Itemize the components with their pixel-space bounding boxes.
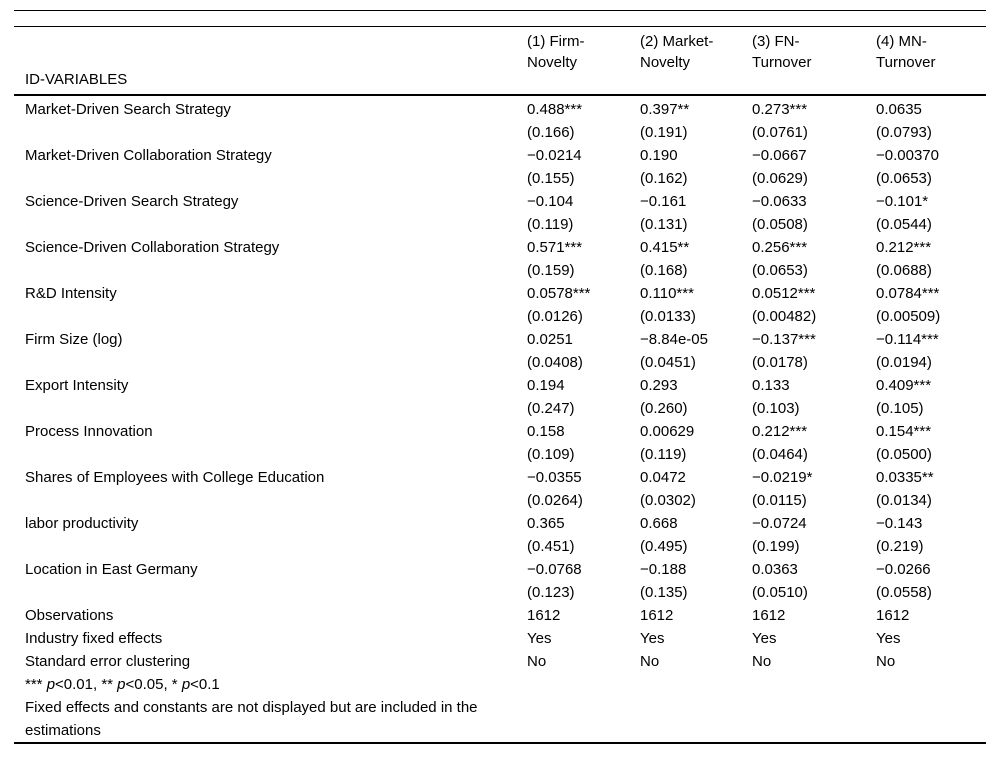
column-header-1 xyxy=(527,30,640,94)
id-variables-cell xyxy=(14,30,527,94)
stats-section xyxy=(14,604,986,673)
variable-se-row xyxy=(14,213,986,236)
variable-label: Market-Driven Collaboration Strategy xyxy=(25,147,272,164)
stat-value: No xyxy=(527,653,547,670)
variable-coef-row xyxy=(14,512,986,535)
coefficient-cell: 0.365 xyxy=(527,515,565,532)
regression-table xyxy=(14,10,986,744)
coefficient-cell: 0.110*** xyxy=(640,285,694,302)
variable-label: labor productivity xyxy=(25,515,139,532)
stderr-cell: (0.0688) xyxy=(876,262,932,279)
stderr-cell: (0.0653) xyxy=(752,262,808,279)
stderr-cell: (0.451) xyxy=(527,538,575,555)
variable-coef-row xyxy=(14,190,986,213)
coefficient-cell: 0.488*** xyxy=(527,101,583,118)
stderr-cell: (0.135) xyxy=(640,584,688,601)
stderr-cell: (0.0558) xyxy=(876,584,932,601)
sig-note-part: <0.05, * xyxy=(125,676,182,693)
stderr-cell: (0.199) xyxy=(752,538,800,555)
stderr-cell: (0.0793) xyxy=(876,124,932,141)
coefficient-cell: 0.415** xyxy=(640,239,690,256)
variable-se-row xyxy=(14,121,986,144)
coefficient-cell: −0.188 xyxy=(640,561,687,578)
column-header-line: (2) Market- xyxy=(640,33,714,50)
column-header-line: Turnover xyxy=(876,54,936,71)
stderr-cell: (0.00482) xyxy=(752,308,817,325)
variable-coef-row xyxy=(14,236,986,259)
stat-label: Observations xyxy=(25,607,114,624)
variable-se-row xyxy=(14,305,986,328)
stat-value: Yes xyxy=(527,630,552,647)
stderr-cell: (0.0653) xyxy=(876,170,932,187)
coefficient-cell: −0.0355 xyxy=(527,469,582,486)
variable-se-row xyxy=(14,581,986,604)
variable-label: R&D Intensity xyxy=(25,285,117,302)
coefficient-cell: 0.0578*** xyxy=(527,285,591,302)
stderr-cell: (0.131) xyxy=(640,216,688,233)
sig-note-p: p xyxy=(181,676,191,693)
column-header-line: (4) MN- xyxy=(876,33,927,50)
id-variables-label: ID-VARIABLES xyxy=(25,71,128,88)
stderr-cell: (0.0126) xyxy=(527,308,583,325)
coefficient-cell: −0.0724 xyxy=(752,515,807,532)
coefficient-cell: −0.0219* xyxy=(752,469,813,486)
coefficient-cell: 0.0335** xyxy=(876,469,934,486)
variable-label-empty xyxy=(14,351,527,374)
column-header-line: Novelty xyxy=(640,54,691,71)
column-header-3 xyxy=(752,30,876,94)
variable-label: Science-Driven Collaboration Strategy xyxy=(25,239,280,256)
variable-coef-row xyxy=(14,98,986,121)
coefficient-cell: 0.0363 xyxy=(752,561,798,578)
stderr-cell: (0.495) xyxy=(640,538,688,555)
stat-value: Yes xyxy=(752,630,777,647)
stderr-cell: (0.00509) xyxy=(876,308,941,325)
stderr-cell: (0.109) xyxy=(527,446,575,463)
variable-label-empty xyxy=(14,305,527,328)
variable-label: Firm Size (log) xyxy=(25,331,123,348)
variable-se-row xyxy=(14,443,986,466)
stderr-cell: (0.159) xyxy=(527,262,575,279)
header-gap xyxy=(14,11,986,26)
coefficient-cell: 0.397** xyxy=(640,101,690,118)
column-header-line: (1) Firm- xyxy=(527,33,585,50)
sig-note-part: <0.1 xyxy=(190,676,220,693)
coefficient-cell: −0.0633 xyxy=(752,193,807,210)
stderr-cell: (0.162) xyxy=(640,170,688,187)
coefficient-cell: 0.158 xyxy=(527,423,565,440)
column-header-line: (3) FN- xyxy=(752,33,800,50)
coefficient-cell: 0.0784*** xyxy=(876,285,940,302)
variable-coef-row xyxy=(14,144,986,167)
variable-label-empty xyxy=(14,397,527,420)
stderr-cell: (0.0194) xyxy=(876,354,932,371)
stat-value: 1612 xyxy=(876,607,910,624)
coefficient-cell: 0.668 xyxy=(640,515,678,532)
stderr-cell: (0.119) xyxy=(640,446,687,463)
coefficient-cell: 0.190 xyxy=(640,147,678,164)
variable-label: Process Innovation xyxy=(25,423,153,440)
bottom-rule xyxy=(14,742,986,744)
stat-label: Industry fixed effects xyxy=(25,630,163,647)
coefficient-cell: 0.293 xyxy=(640,377,678,394)
variable-label: Science-Driven Search Strategy xyxy=(25,193,239,210)
stderr-cell: (0.0510) xyxy=(752,584,808,601)
stat-value: No xyxy=(752,653,772,670)
stderr-cell: (0.0629) xyxy=(752,170,808,187)
variable-label-empty xyxy=(14,581,527,604)
stderr-cell: (0.0761) xyxy=(752,124,808,141)
coefficient-cell: −0.0768 xyxy=(527,561,582,578)
stat-row xyxy=(14,627,986,650)
stat-row xyxy=(14,650,986,673)
variable-se-row xyxy=(14,535,986,558)
coefficient-cell: 0.212*** xyxy=(876,239,932,256)
variable-label: Export Intensity xyxy=(25,377,129,394)
coefficient-cell: 0.256*** xyxy=(752,239,808,256)
stderr-cell: (0.0302) xyxy=(640,492,696,509)
variable-coef-row xyxy=(14,466,986,489)
coefficient-cell: −0.161 xyxy=(640,193,687,210)
coefficient-cell: −0.104 xyxy=(527,193,574,210)
variable-coef-row xyxy=(14,282,986,305)
table-body xyxy=(14,96,986,604)
stderr-cell: (0.247) xyxy=(527,400,575,417)
stderr-cell: (0.0115) xyxy=(752,492,807,509)
coefficient-cell: 0.0512*** xyxy=(752,285,816,302)
stderr-cell: (0.0133) xyxy=(640,308,696,325)
stderr-cell: (0.166) xyxy=(527,124,575,141)
variable-coef-row xyxy=(14,374,986,397)
variable-label-empty xyxy=(14,167,527,190)
stderr-cell: (0.0500) xyxy=(876,446,932,463)
variable-coef-row xyxy=(14,558,986,581)
table-footnote: Fixed effects and constants are not displayed but are included in the estimations xyxy=(25,699,478,739)
coefficient-cell: 0.154*** xyxy=(876,423,932,440)
variable-label-empty xyxy=(14,535,527,558)
stat-value: No xyxy=(876,653,896,670)
column-header-line: Novelty xyxy=(527,54,578,71)
variable-coef-row xyxy=(14,420,986,443)
variable-coef-row xyxy=(14,328,986,351)
coefficient-cell: −0.0667 xyxy=(752,147,807,164)
variable-label: Market-Driven Search Strategy xyxy=(25,101,231,118)
variable-label-empty xyxy=(14,121,527,144)
variable-se-row xyxy=(14,489,986,512)
stderr-cell: (0.0178) xyxy=(752,354,808,371)
stderr-cell: (0.0134) xyxy=(876,492,932,509)
coefficient-cell: 0.571*** xyxy=(527,239,583,256)
stat-value: 1612 xyxy=(752,607,786,624)
sig-note-part: <0.01, ** xyxy=(55,676,118,693)
stderr-cell: (0.219) xyxy=(876,538,924,555)
stat-value: No xyxy=(640,653,660,670)
variable-se-row xyxy=(14,167,986,190)
stat-row xyxy=(14,604,986,627)
variable-se-row xyxy=(14,351,986,374)
variable-label-empty xyxy=(14,259,527,282)
stderr-cell: (0.0451) xyxy=(640,354,696,371)
coefficient-cell: 0.133 xyxy=(752,377,790,394)
stderr-cell: (0.155) xyxy=(527,170,575,187)
coefficient-cell: −0.101* xyxy=(876,193,929,210)
stat-value: 1612 xyxy=(527,607,561,624)
stderr-cell: (0.168) xyxy=(640,262,688,279)
column-header-4 xyxy=(876,30,986,94)
coefficient-cell: −0.0266 xyxy=(876,561,931,578)
variable-label-empty xyxy=(14,213,527,236)
coefficient-cell: 0.194 xyxy=(527,377,565,394)
coefficient-cell: −0.00370 xyxy=(876,147,939,164)
stat-value: Yes xyxy=(876,630,901,647)
stderr-cell: (0.0464) xyxy=(752,446,808,463)
stderr-cell: (0.191) xyxy=(640,124,688,141)
stderr-cell: (0.0508) xyxy=(752,216,808,233)
column-header-line: Turnover xyxy=(752,54,812,71)
significance-note xyxy=(14,673,986,696)
stderr-cell: (0.260) xyxy=(640,400,688,417)
coefficient-cell: −0.0214 xyxy=(527,147,582,164)
stderr-cell: (0.0408) xyxy=(527,354,583,371)
sig-note-part: *** xyxy=(25,676,47,693)
coefficient-cell: 0.409*** xyxy=(876,377,932,394)
variable-label: Location in East Germany xyxy=(25,561,198,578)
coefficient-cell: 0.273*** xyxy=(752,101,808,118)
coefficient-cell: 0.212*** xyxy=(752,423,808,440)
variable-label-empty xyxy=(14,489,527,512)
stat-label: Standard error clustering xyxy=(25,653,191,670)
coefficient-cell: 0.0635 xyxy=(876,101,922,118)
coefficient-cell: 0.0472 xyxy=(640,469,686,486)
coefficient-cell: −0.137*** xyxy=(752,331,816,348)
stderr-cell: (0.0544) xyxy=(876,216,932,233)
stderr-cell: (0.105) xyxy=(876,400,924,417)
variable-se-row xyxy=(14,259,986,282)
stderr-cell: (0.103) xyxy=(752,400,800,417)
variable-label-empty xyxy=(14,443,527,466)
coefficient-cell: 0.0251 xyxy=(527,331,573,348)
stat-value: Yes xyxy=(640,630,665,647)
table-header-row xyxy=(14,27,986,94)
coefficient-cell: 0.00629 xyxy=(640,423,695,440)
stderr-cell: (0.123) xyxy=(527,584,575,601)
sig-note-p: p xyxy=(46,676,56,693)
stderr-cell: (0.119) xyxy=(527,216,574,233)
sig-note-p: p xyxy=(117,676,126,693)
coefficient-cell: −0.114*** xyxy=(876,331,939,348)
variable-se-row xyxy=(14,397,986,420)
coefficient-cell: −0.143 xyxy=(876,515,923,532)
variable-label: Shares of Employees with College Education xyxy=(25,469,325,486)
stderr-cell: (0.0264) xyxy=(527,492,583,509)
stat-value: 1612 xyxy=(640,607,674,624)
coefficient-cell: −8.84e-05 xyxy=(640,331,708,348)
column-header-2 xyxy=(640,30,752,94)
